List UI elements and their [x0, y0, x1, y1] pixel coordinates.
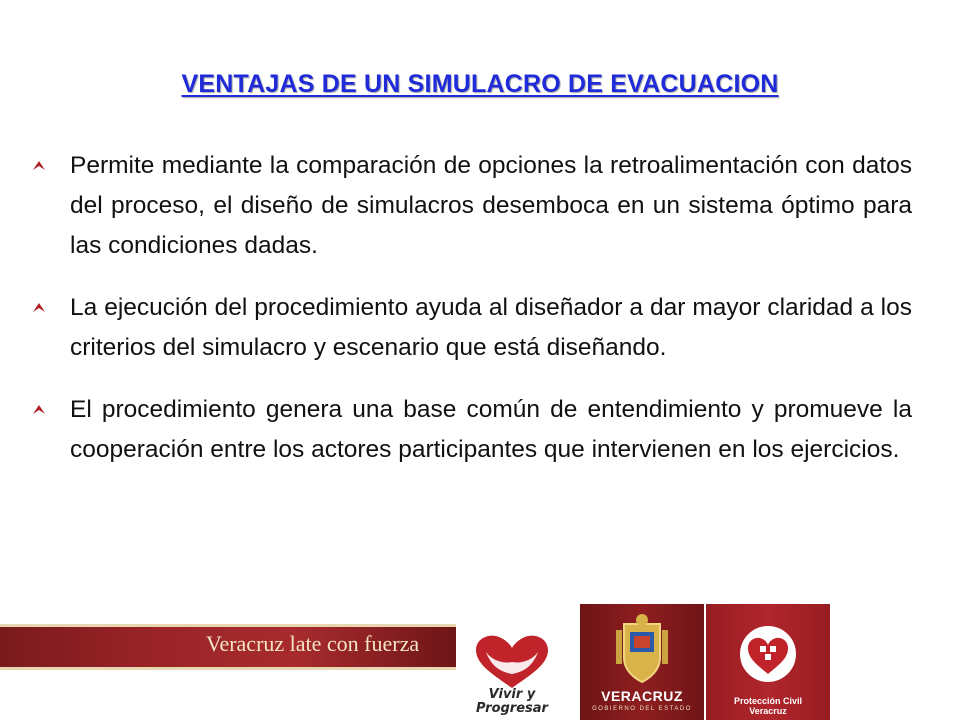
- bullet-item: [32, 390, 912, 470]
- coat-of-arms-icon: [580, 608, 704, 688]
- pc-line1: Protección Civil: [733, 696, 803, 706]
- pc-line2: Veracruz: [749, 706, 787, 716]
- proteccion-civil-text: [706, 696, 830, 716]
- veracruz-government-logo: [580, 604, 704, 720]
- bullet-text: La ejecución del procedimiento ayuda al diseñador a dar mayor claridad a los criterios del simulacro y escenario que está diseñando.: [70, 294, 912, 361]
- veracruz-subtitle: GOBIERNO DEL ESTADO: [592, 706, 692, 712]
- proteccion-civil-logo: [706, 604, 830, 720]
- bullet-text: El procedimiento genera una base común de entendimiento y promueve la cooperación entre los actores participantes que intervienen en los ejercicios.: [70, 396, 912, 463]
- bullet-item: [32, 288, 912, 368]
- arrow-caret-icon: [32, 300, 46, 314]
- bullet-item: [32, 146, 912, 266]
- vivir-y-progresar-logo: [462, 634, 562, 720]
- arrow-caret-icon: [32, 158, 46, 172]
- footer-banner: [0, 604, 960, 720]
- veracruz-name: VERACRUZ: [601, 688, 683, 704]
- vivir-y-progresar-text: [462, 688, 562, 716]
- heart-shield-icon: [706, 604, 830, 694]
- bullet-list: [32, 146, 912, 492]
- vivir-line1: Vivir y: [488, 687, 536, 702]
- slogan-text: Veracruz late con fuerza: [206, 631, 420, 656]
- heart-icon: [462, 634, 562, 690]
- bullet-text: Permite mediante la comparación de opciones la retroalimentación con datos del proceso, el diseño de simulacros desemboca en un sistema óptimo para las condiciones dadas.: [70, 152, 912, 259]
- vivir-line2: Progresar: [476, 701, 548, 716]
- slide-title: VENTAJAS DE UN SIMULACRO DE EVACUACION: [181, 70, 779, 98]
- arrow-caret-icon: [32, 402, 46, 416]
- slogan-band: [0, 624, 456, 670]
